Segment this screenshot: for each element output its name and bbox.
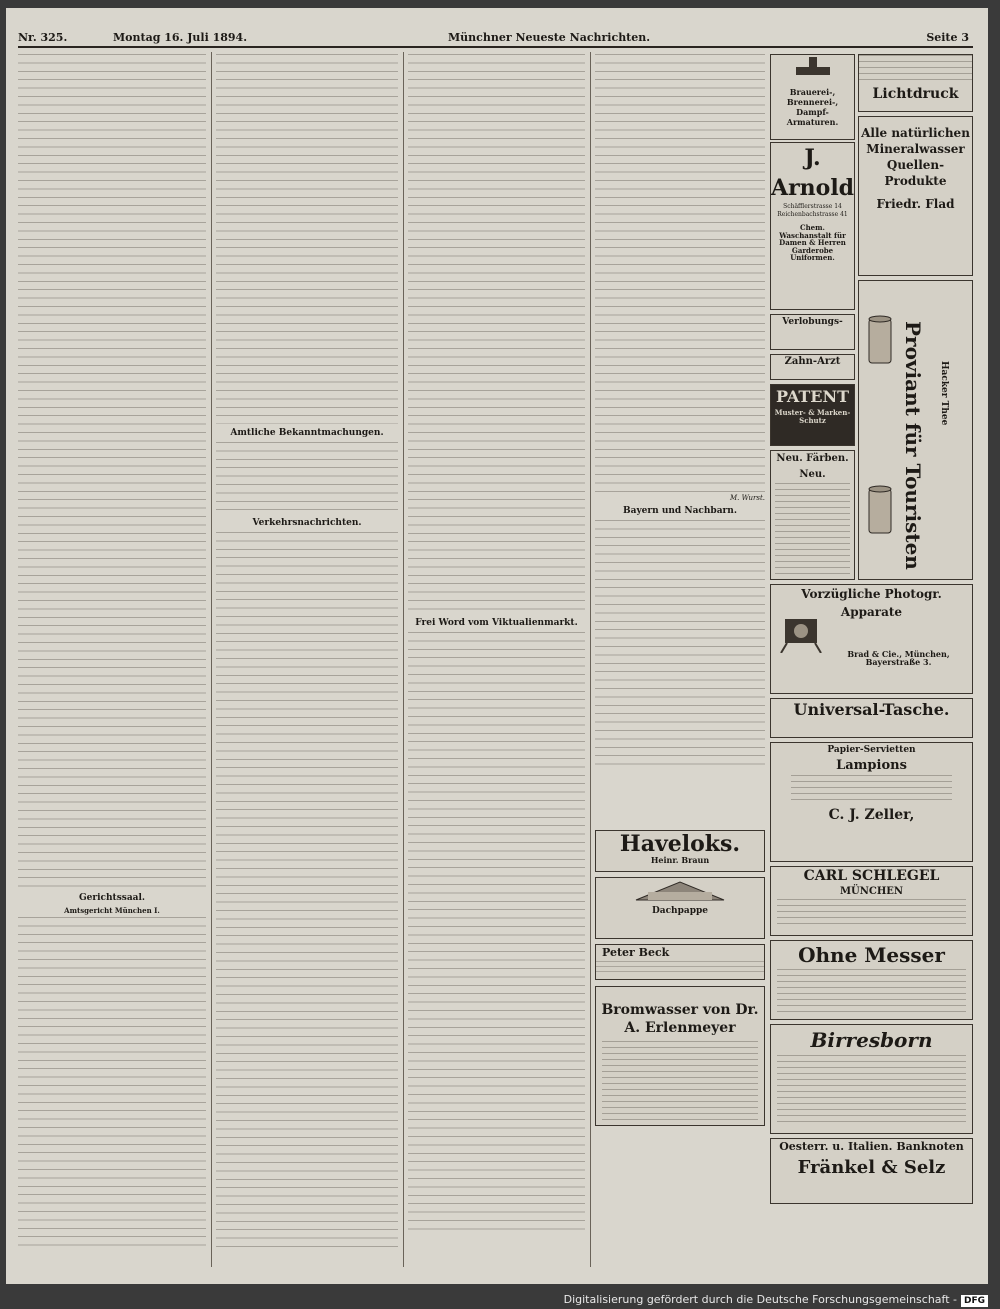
ad-havelocks (595, 830, 765, 872)
ad-banknoten-title: Oesterr. u. Italien. Banknoten (779, 1140, 964, 1153)
ad-dachpappe-title: Dachpappe (651, 906, 709, 916)
ad-birresborn (770, 1024, 973, 1134)
footer-text: Digitalisierung gefördert durch die Deutsche Forschungsgemeinschaft - (563, 1293, 957, 1306)
ad-patent (770, 384, 855, 446)
ad-arnold (770, 142, 855, 310)
ad-body-text (777, 1055, 966, 1125)
ad-lampions-title: Lampions (836, 758, 907, 773)
ad-photogr-title: Vorzügliche Photogr. Apparate (801, 587, 942, 619)
article-text-block (595, 520, 765, 770)
ad-faerben (770, 450, 855, 580)
ad-proviant (858, 280, 973, 580)
ad-body-text (791, 775, 952, 805)
ad-dachpappe (595, 877, 765, 939)
ad-zahnarzt (770, 354, 855, 380)
article-text-block (216, 54, 398, 424)
article-text-block (216, 442, 398, 514)
valve-icon (788, 55, 838, 83)
ad-schlegel-title: CARL SCHLEGEL (803, 868, 940, 884)
ad-birresborn-title: Birresborn (810, 1028, 933, 1052)
text-column-1 (18, 54, 206, 1264)
ad-arnold-address: Schäfflerstrasse 14 Reichenbachstrasse 41 (777, 203, 848, 218)
section-heading: Amtliche Bekanntmachungen. (230, 428, 384, 438)
camera-icon (777, 607, 827, 653)
dfg-logo-icon: DFG (961, 1295, 988, 1307)
article-text-block (18, 54, 206, 889)
ad-papier (770, 742, 973, 862)
tin-can-icon (865, 311, 895, 371)
ad-mineralwasser (858, 116, 973, 276)
ad-ohne-messer-title: Ohne Messer (798, 943, 945, 967)
ad-photogr-address: Brad & Cie., München, Bayerstraße 3. (847, 649, 950, 667)
section-heading: Gerichtssaal. (78, 893, 146, 903)
section-subheading: Amtsgericht München I. (64, 906, 160, 915)
ad-lichtdruck (858, 54, 973, 112)
ad-verlobung-title: Verlobungs- (782, 317, 843, 327)
section-heading: Verkehrsnachrichten. (252, 518, 362, 528)
ad-fraenkel-title: Fränkel & Selz (797, 1157, 946, 1178)
ad-photogr (770, 584, 973, 694)
ad-brauerei-title: Brauerei-, Brennerei-, Dampf-Armaturen. (786, 87, 839, 127)
ad-havelocks-title: Haveloks. (619, 831, 741, 857)
ad-peter-beck (595, 944, 765, 980)
article-text-block (408, 54, 585, 614)
issue-number: Nr. 325. (18, 31, 68, 44)
ad-patent-subtitle: Muster- & Marken-Schutz (774, 408, 851, 425)
ad-brauerei (770, 54, 855, 140)
tin-can-icon (865, 481, 895, 541)
issue-date: Montag 16. Juli 1894. (113, 31, 248, 44)
ad-body-text (859, 55, 972, 85)
section-heading: Bayern und Nachbarn. (623, 506, 737, 517)
page-number: Seite 3 (926, 31, 969, 44)
ad-faerben-title: Neu. Färben. Neu. (776, 453, 849, 480)
ad-universal (770, 698, 973, 738)
ad-bromwasser (595, 986, 765, 1126)
article-signature: M. Wurst. (729, 494, 765, 502)
roof-illustration-icon (596, 878, 764, 902)
ad-zahnarzt-title: Zahn-Arzt (784, 356, 841, 367)
ad-body-text (777, 969, 966, 1013)
ad-zeller-title: C. J. Zeller, (828, 807, 915, 823)
ad-quellen-title: Quellen-Produkte (884, 158, 947, 188)
section-heading: Frei Word vom Viktualienmarkt. (415, 618, 578, 628)
ad-tee-title: Hacker Thee (939, 361, 949, 426)
article-text-block (408, 632, 585, 1232)
ad-body-text (775, 483, 850, 580)
paper-title: Münchner Neueste Nachrichten. (448, 31, 651, 44)
ad-peter-beck-title: Peter Beck (602, 946, 670, 959)
digitization-footer (564, 1293, 988, 1307)
article-text-block (18, 917, 206, 1247)
ad-mineralwasser-title: Alle natürlichen Mineralwasser (861, 126, 970, 156)
ad-flad-title: Friedr. Flad (876, 197, 955, 211)
column-rule (590, 52, 591, 1267)
ad-bromwasser-title: Bromwasser von Dr. A. Erlenmeyer (601, 1002, 759, 1036)
ad-arnold-title: J. Arnold (771, 145, 855, 201)
ad-havelocks-sub: Heinr. Braun (650, 855, 710, 865)
ad-lichtdruck-title: Lichtdruck (872, 86, 959, 102)
masthead (18, 30, 973, 48)
ad-universal-title: Universal-Tasche. (793, 700, 950, 719)
ad-ohne-messer (770, 940, 973, 1020)
text-column-3 (408, 54, 585, 1264)
ad-body-text (602, 1041, 758, 1121)
ad-patent-title: PATENT (775, 387, 850, 406)
ad-verlobung (770, 314, 855, 350)
text-column-2 (216, 54, 398, 1264)
ad-body-text (596, 961, 764, 975)
newspaper-sheet (6, 8, 988, 1284)
ad-banknoten (770, 1138, 973, 1204)
ad-arnold-services: Chem. Waschanstalt für Damen & Herren Garderobe Uniformen. (779, 223, 846, 262)
newspaper-page (18, 22, 973, 1272)
ad-schlegel-city: MÜNCHEN (839, 886, 904, 897)
column-rule (403, 52, 404, 1267)
article-text-block (216, 532, 398, 1252)
ad-schlegel (770, 866, 973, 936)
article-text-block (595, 54, 765, 494)
ad-body-text (777, 899, 966, 925)
ad-proviant-title: Proviant für Touristen (901, 321, 925, 570)
column-rule (211, 52, 212, 1267)
ad-papier-title: Papier-Servietten (827, 745, 916, 755)
